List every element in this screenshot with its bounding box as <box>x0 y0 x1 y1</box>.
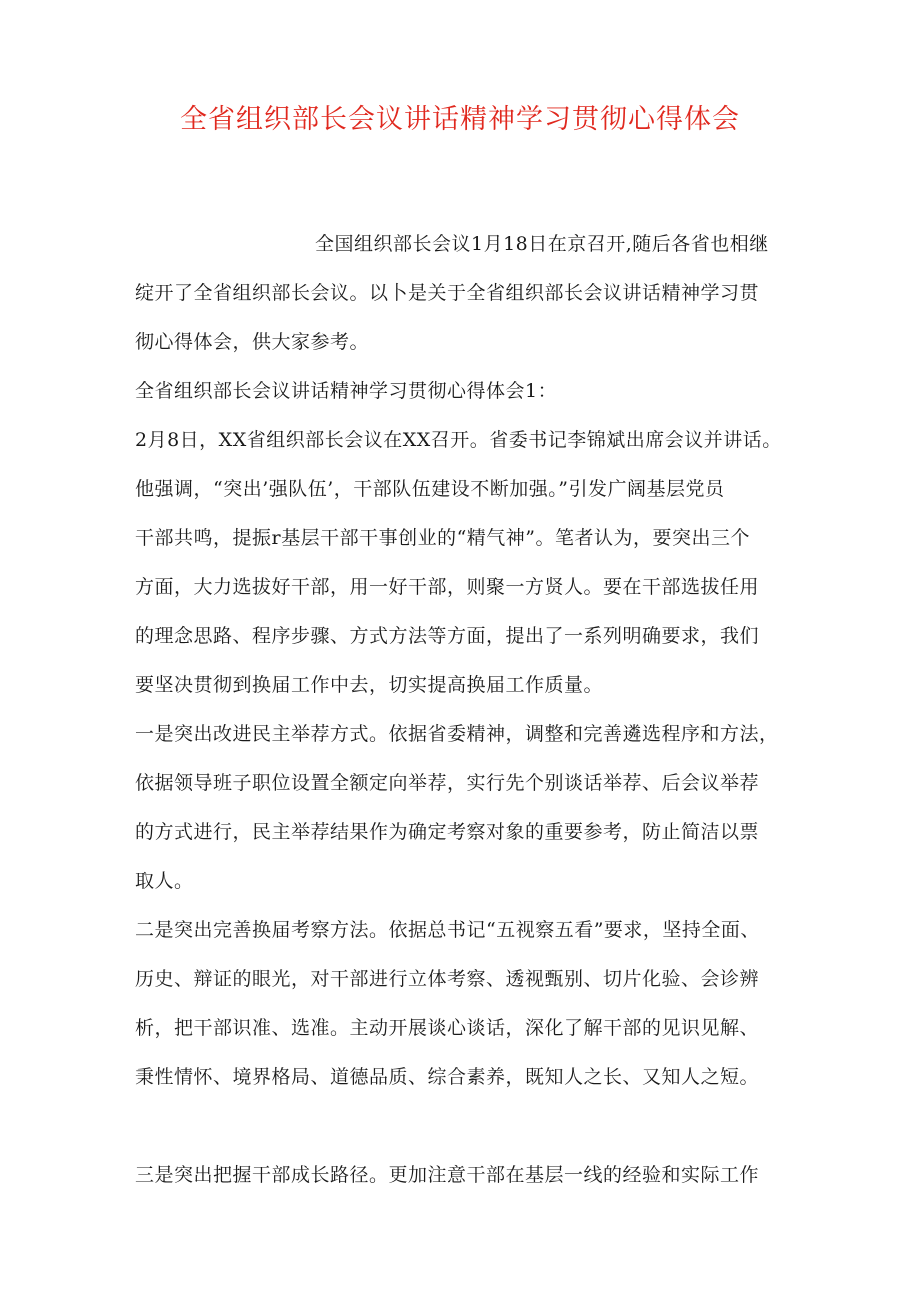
paragraph-line: 秉性情怀、境界格局、道德品质、综合素养，既知人之长、又知人之短。 <box>135 1066 760 1088</box>
paragraph-line: 二是突出完善换届考察方法。依据总书记“五视察五看”要求，坚持全面、 <box>135 919 760 941</box>
paragraph-line: 取人。 <box>135 870 194 892</box>
document-body <box>135 220 795 1200</box>
document-title: 全省组织部长会议讲话精神学习贯彻心得体会 <box>180 104 740 135</box>
paragraph-line: 三是突出把握干部成长路径。更加注意干部在基层一线的经验和实际工作 <box>135 1164 760 1186</box>
paragraph-line: 彻心得体会，供大家参考。 <box>135 331 370 353</box>
paragraph-gap <box>135 1102 795 1151</box>
paragraph-line: 方面，大力选拔好干部，用一好干部，则聚一方贤人。要在干部选拔任用 <box>135 576 760 598</box>
paragraph-line: 要坚决贯彻到换届工作中去，切实提高换届工作质量。 <box>135 674 604 696</box>
paragraph-line: 2月8日，XX省组织部长会议在XX召开。省委书记李锦斌出席会议并讲话。 <box>135 429 782 451</box>
paragraph-line: 一是突出改进民主举荐方式。依据省委精神，调整和完善遴选程序和方法， <box>135 723 779 745</box>
paragraph-line: 依据领导班子职位设置全额定向举荐，实行先个别谈话举荐、后会议举荐 <box>135 772 760 794</box>
paragraph-line: 析，把干部识准、选准。主动开展谈心谈话，深化了解干部的见识见解、 <box>135 1017 760 1039</box>
section-heading: 全省组织部长会议讲话精神学习贯彻心得体会1： <box>135 380 558 402</box>
paragraph-line: 全国组织部长会议1月18日在京召开,随后各省也相继 <box>315 233 769 255</box>
paragraph-line: 的理念思路、程序步骤、方式方法等方面，提出了一系列明确要求，我们 <box>135 625 760 647</box>
paragraph-line: 的方式进行，民主举荐结果作为确定考察对象的重要参考，防止简洁以票 <box>135 821 760 843</box>
paragraph-line: 干部共鸣，提振r基层干部干事创业的“精气神”。笔者认为，要突出三个 <box>135 527 751 549</box>
paragraph-line: 他强调，“突出’强队伍’，干部队伍建设不断加强。”引发广阔基层党员 <box>135 478 725 500</box>
paragraph-line: 历史、辩证的眼光，对干部进行立体考察、透视甄别、切片化验、会诊辨 <box>135 968 760 990</box>
paragraph-line: 绽开了全省组织部长会议。以卜是关于全省组织部长会议讲话精神学习贯 <box>135 282 760 304</box>
